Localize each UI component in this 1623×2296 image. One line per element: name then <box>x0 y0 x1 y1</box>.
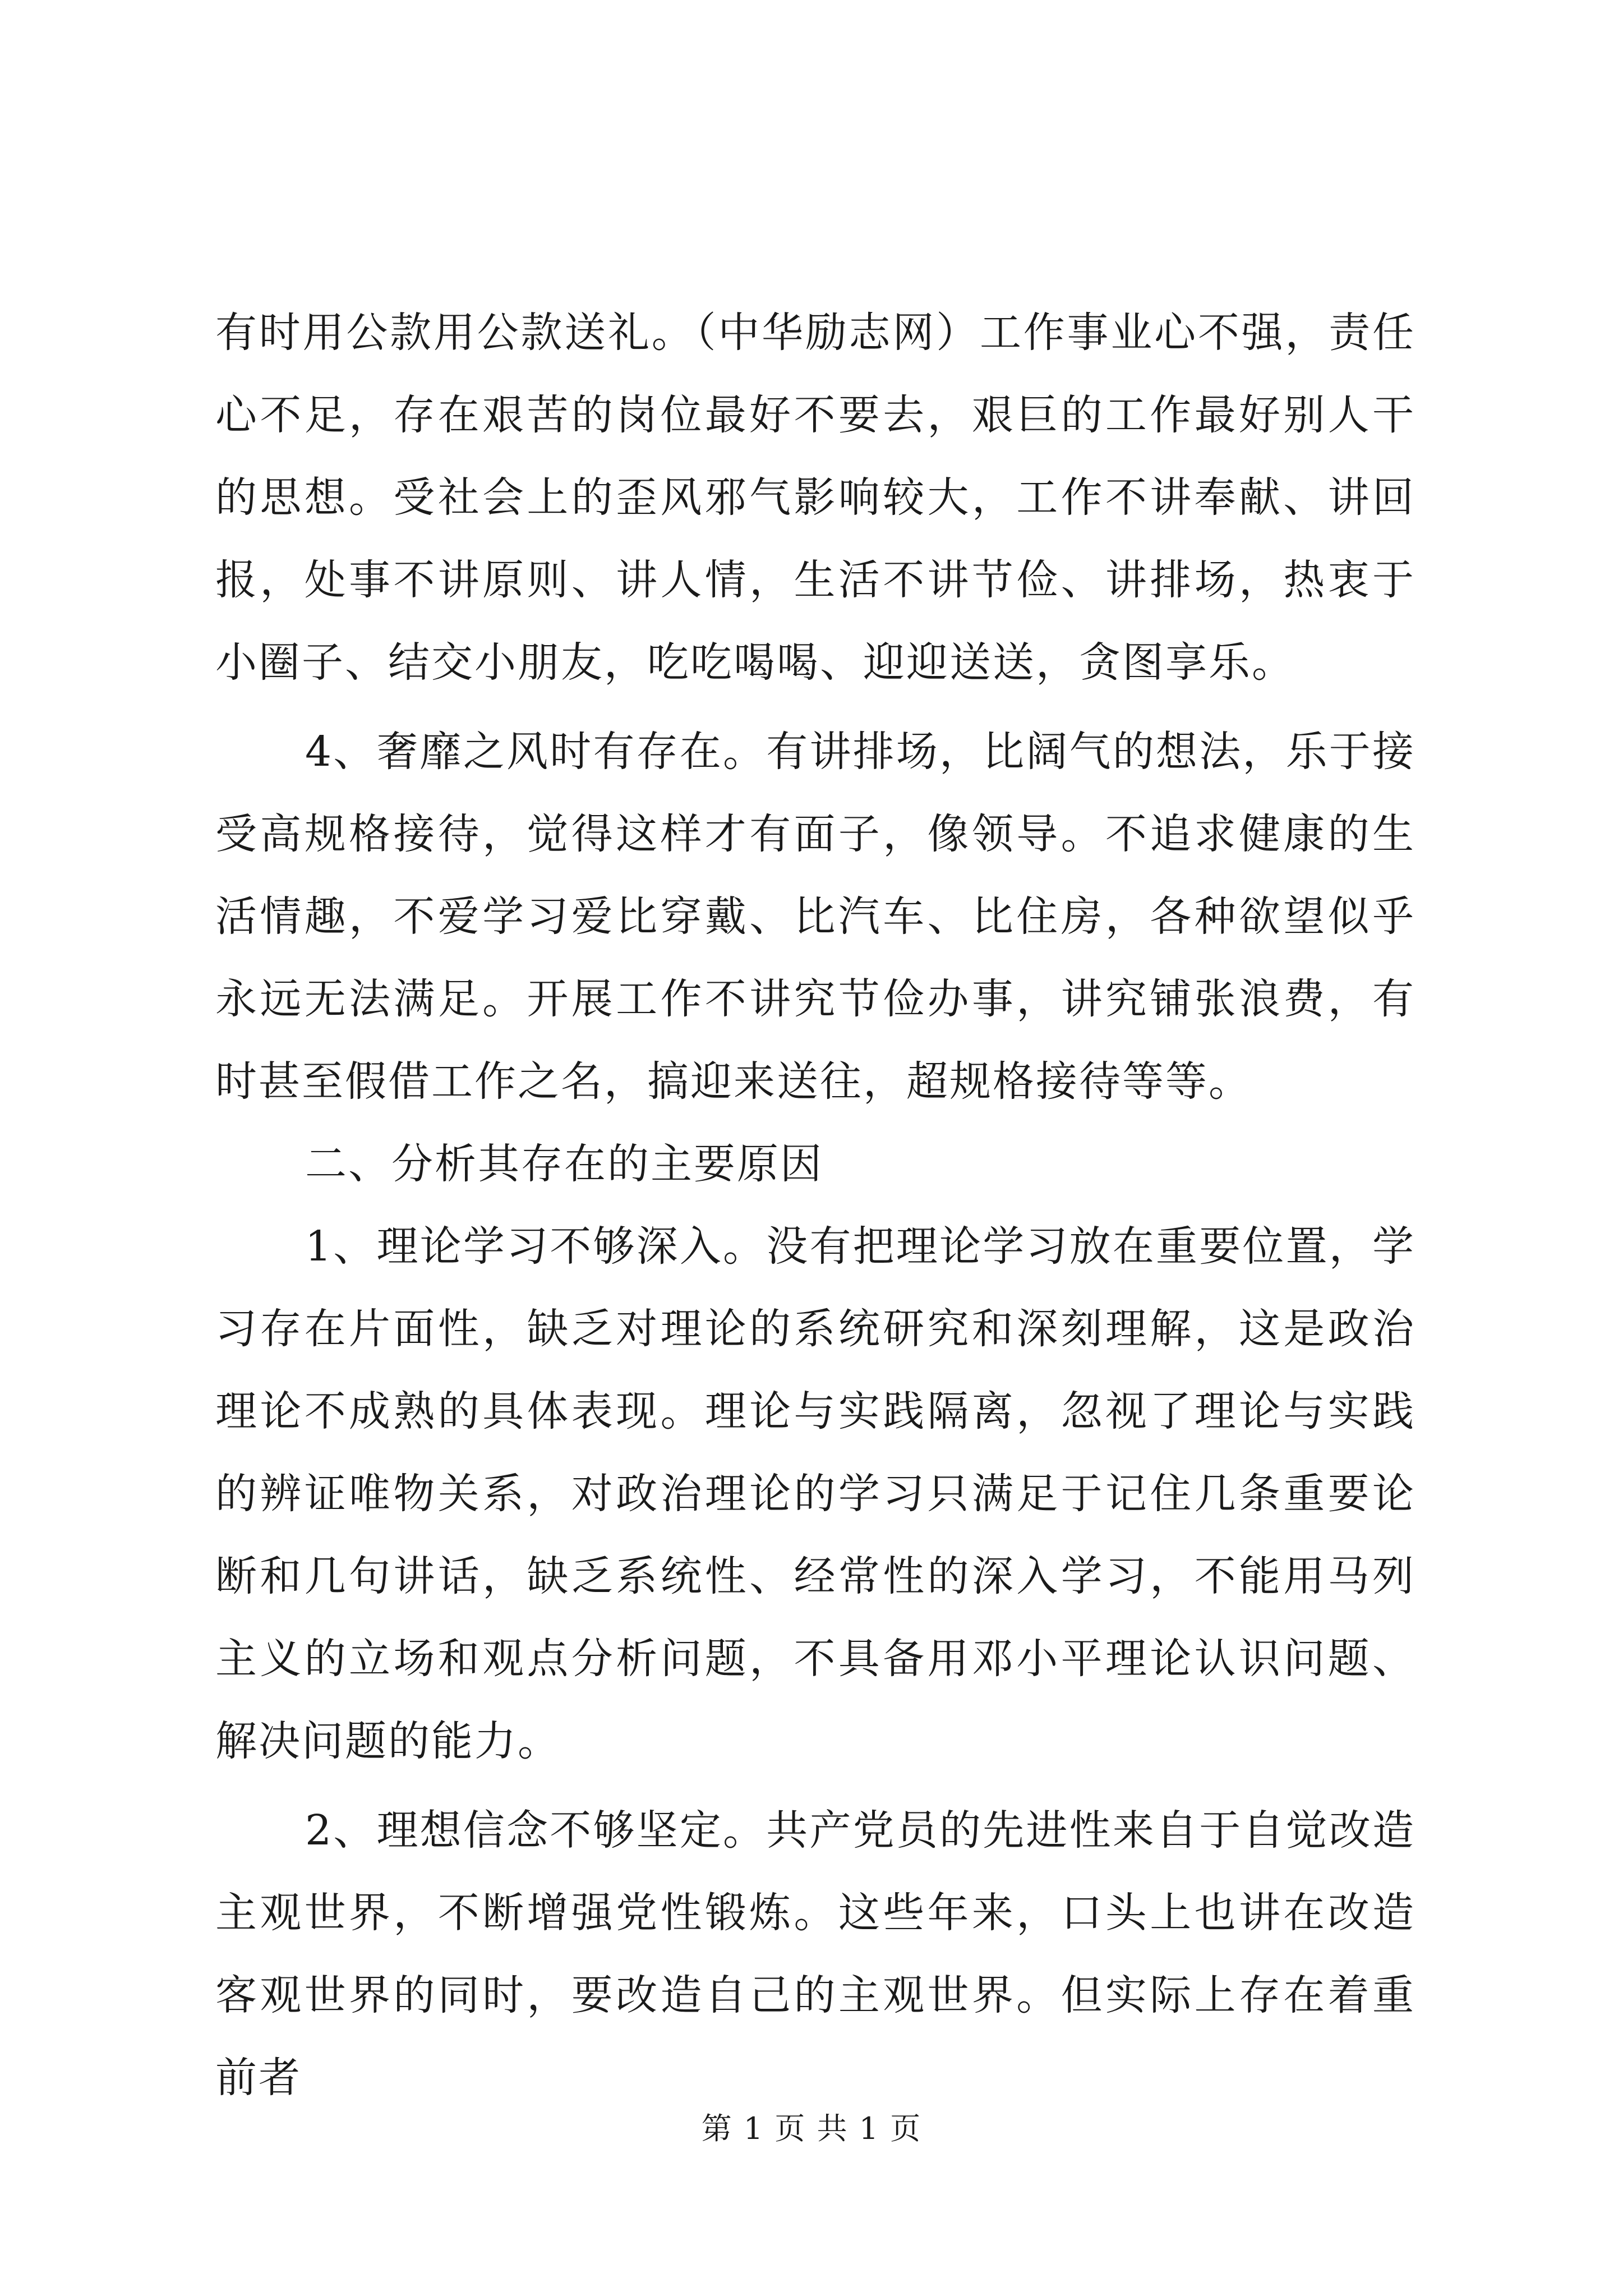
section-heading: 二、分析其存在的主要原因 <box>305 1140 823 1188</box>
paragraph-item-2: 2、理想信念不够坚定。共产党员的先进性来自于自觉改造主观世界，不断增强党性锻炼。这些年来，口头上也讲在改造客观世界的同时，要改造自己的主观世界。但实际上存在着重前者 <box>215 1806 1415 2102</box>
document-body <box>215 292 1415 2119</box>
paragraph-continuation: 有时用公款用公款送礼。（中华励志网）工作事业心不强，责任心不足，存在艰苦的岗位最好不要去，艰巨的工作最好别人干的思想。受社会上的歪风邪气影响较大，工作不讲奉献、讲回报，处事不讲原则、讲人情，生活不讲节俭、讲排场，热衷于小圈子、结交小朋友，吃吃喝喝、迎迎送送，贪图享乐。 <box>215 309 1415 687</box>
page-footer: 第 1 页 共 1 页 <box>701 2111 922 2146</box>
paragraph-item-1: 1、理论学习不够深入。没有把理论学习放在重要位置，学习存在片面性，缺乏对理论的系统研究和深刻理解，这是政治理论不成熟的具体表现。理论与实践隔离，忽视了理论与实践的辨证唯物关系，对政治理论的学习只满足于记住几条重要论断和几句讲话，缺乏系统性、经常性的深入学习，不能用马列主义的立场和观点分析问题，不具备用邓小平理论认识问题、解决问题的能力。 <box>215 1222 1415 1765</box>
paragraph-item-4: 4、奢靡之风时有存在。有讲排场，比阔气的想法，乐于接受高规格接待，觉得这样才有面子，像领导。不追求健康的生活情趣，不爱学习爱比穿戴、比汽车、比住房，各种欲望似乎永远无法满足。开展工作不讲究节俭办事，讲究铺张浪费，有时甚至假借工作之名，搞迎来送往，超规格接待等等。 <box>215 728 1415 1106</box>
